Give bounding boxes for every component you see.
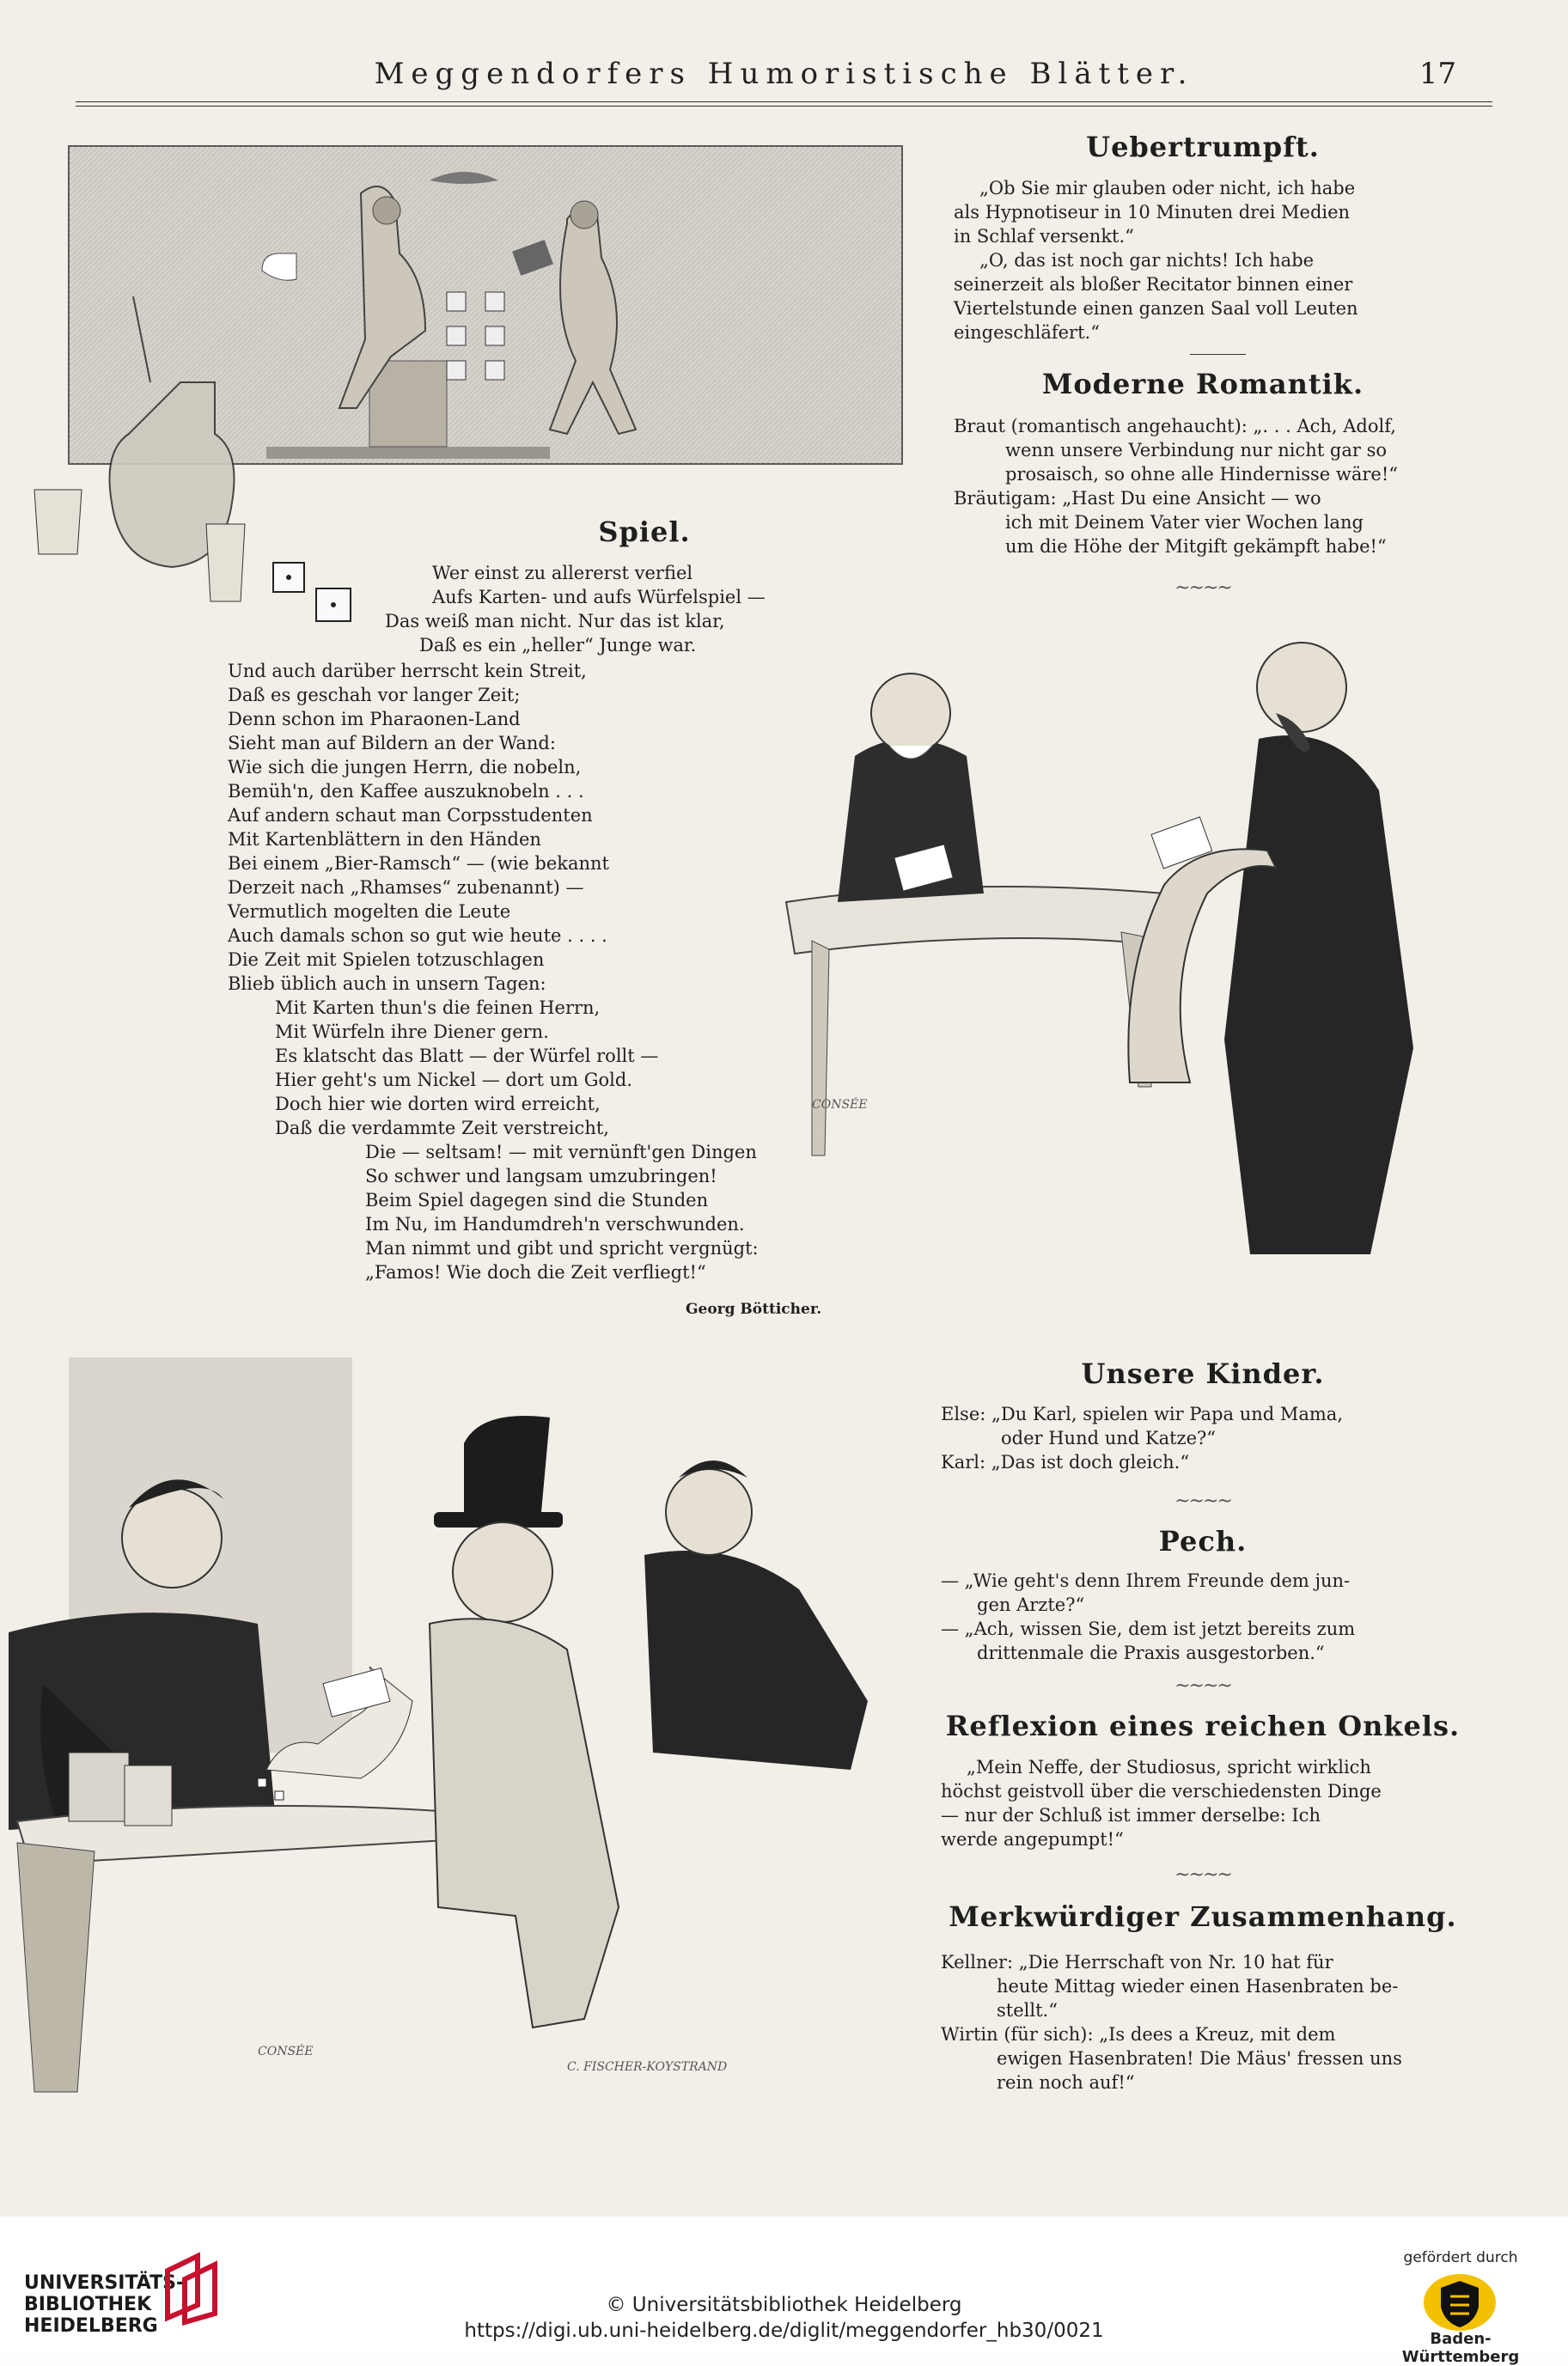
ornamental-divider: ~~~~ <box>1174 1864 1231 1886</box>
article-body <box>941 1402 1343 1474</box>
poem-line: So schwer und langsam umzubringen! <box>365 1166 717 1186</box>
article-line: oder Hund und Katze?“ <box>1001 1428 1217 1448</box>
poem-line: Mit Würfeln ihre Diener gern. <box>275 1021 549 1042</box>
copyright-notice: © Universitätsbibliothek Heidelberg <box>606 2294 962 2316</box>
card-players-illustration <box>760 601 1482 1263</box>
article-line: ich mit Deinem Vater vier Wochen lang <box>1005 512 1364 533</box>
article-line: Braut (romantisch angehaucht): „. . . Ach, Adolf, <box>954 416 1396 436</box>
poem-line: Blieb üblich auch in unsern Tagen: <box>228 973 546 994</box>
poem-line: Das weiß man nicht. Nur das ist klar, <box>385 611 725 631</box>
article-line: als Hypnotiseur in 10 Minuten drei Medien <box>954 202 1351 223</box>
poem-line: Daß es geschah vor langer Zeit; <box>228 685 521 705</box>
poem-line: Sieht man auf Bildern an der Wand: <box>228 733 556 753</box>
article-body <box>941 1950 1402 2095</box>
dice-players-illustration <box>0 1340 911 2113</box>
poem-line: Hier geht's um Nickel — dort um Gold. <box>275 1070 633 1090</box>
poem-line: Bei einem „Bier-Ramsch“ — (wie bekannt <box>228 853 609 874</box>
poem-body <box>228 659 759 1284</box>
poem-line: Beim Spiel dagegen sind die Stunden <box>365 1190 709 1210</box>
poem-line: Die Zeit mit Spielen totzuschlagen <box>228 949 545 970</box>
funded-by-label: gefördert durch <box>1403 2249 1518 2266</box>
article-line: rein noch auf!“ <box>997 2072 1135 2093</box>
article-line: Bräutigam: „Hast Du eine Ansicht — wo <box>954 488 1321 509</box>
article-line: werde angepumpt!“ <box>941 1829 1124 1850</box>
poem-line: Auf andern schaut man Corpsstudenten <box>228 805 593 826</box>
article-line: Wirtin (für sich): „Is dees a Kreuz, mit dem <box>941 2024 1336 2045</box>
article-line: — nur der Schluß ist immer derselbe: Ich <box>941 1805 1321 1826</box>
egyptian-wall-illustration <box>26 142 911 623</box>
library-name-line: BIBLIOTHEK <box>24 2294 152 2315</box>
article-line: um die Höhe der Mitgift gekämpft habe!“ <box>1005 536 1387 557</box>
poem-line: Daß es ein „heller“ Junge war. <box>419 635 697 656</box>
poem-line: Denn schon im Pharaonen-Land <box>228 709 521 729</box>
poem-line: Aufs Karten- und aufs Würfelspiel — <box>432 587 766 607</box>
poem-line: Es klatscht das Blatt — der Würfel rollt — <box>275 1046 659 1066</box>
poem-opening <box>385 561 766 657</box>
ornamental-divider: ~~~~ <box>1174 1491 1231 1512</box>
library-name-line: HEIDELBERG <box>24 2315 158 2337</box>
poem-line: Auch damals schon so gut wie heute . . . . <box>228 925 607 946</box>
article-title: Unsere Kinder. <box>1081 1357 1325 1390</box>
header-rule-thin <box>76 106 1492 107</box>
poem-line: Vermutlich mogelten die Leute <box>228 901 511 922</box>
poem-line: Und auch darüber herrscht kein Streit, <box>228 661 587 681</box>
funder-name: Baden-Württemberg <box>1401 2330 1520 2366</box>
source-url-link[interactable]: https://digi.ub.uni-heidelberg.de/diglit/meggendorfer_hb30/0021 <box>464 2320 1104 2342</box>
article-line: eingeschläfert.“ <box>954 322 1100 343</box>
article-body <box>954 414 1398 558</box>
poem-line: Daß die verdammte Zeit verstreicht, <box>275 1118 609 1138</box>
article-line: Kellner: „Die Herrschaft von Nr. 10 hat für <box>941 1952 1333 1973</box>
library-name-line: UNIVERSITÄTS- <box>24 2272 185 2294</box>
ornamental-divider: ~~~~ <box>1174 1675 1231 1697</box>
poem-line: Mit Kartenblättern in den Händen <box>228 829 541 850</box>
article-line: „Ob Sie mir glauben oder nicht, ich habe <box>979 178 1356 198</box>
poem-line: Doch hier wie dorten wird erreicht, <box>275 1094 601 1114</box>
article-line: drittenmale die Praxis ausgestorben.“ <box>977 1643 1325 1663</box>
article-line: seinerzeit als bloßer Recitator binnen einer <box>954 274 1353 295</box>
article-line: in Schlaf versenkt.“ <box>954 226 1134 247</box>
article-line: — „Ach, wissen Sie, dem ist jetzt bereits zum <box>941 1619 1356 1639</box>
poem-line: Im Nu, im Handumdreh'n verschwunden. <box>365 1214 745 1235</box>
article-title: Uebertrumpft. <box>1086 131 1320 163</box>
article-line: wenn unsere Verbindung nur nicht gar so <box>1005 440 1388 460</box>
article-title: Merkwürdiger Zusammenhang. <box>949 1900 1457 1933</box>
article-line: ewigen Hasenbraten! Die Mäus' fressen uns <box>997 2048 1402 2069</box>
page-number: 17 <box>1419 57 1456 91</box>
state-coat-of-arms-icon <box>1422 2272 1498 2332</box>
article-line: „Mein Neffe, der Studiosus, spricht wirklich <box>967 1757 1371 1778</box>
article-line: — „Wie geht's denn Ihrem Freunde dem jun- <box>941 1570 1351 1591</box>
header-rule <box>76 101 1492 102</box>
poem-line: Derzeit nach „Rhamses“ zubenannt) — <box>228 877 584 898</box>
poem-line: Mit Karten thun's die feinen Herrn, <box>275 997 601 1018</box>
poem-author: Georg Bötticher. <box>686 1301 822 1318</box>
article-line: Else: „Du Karl, spielen wir Papa und Mama, <box>941 1404 1343 1424</box>
poem-title: Spiel. <box>598 515 691 548</box>
article-line: prosaisch, so ohne alle Hindernisse wäre!“ <box>1005 464 1398 485</box>
article-line: Karl: „Das ist doch gleich.“ <box>941 1452 1190 1473</box>
poem-line: Wie sich die jungen Herrn, die nobeln, <box>228 757 582 777</box>
article-title: Pech. <box>1158 1525 1248 1558</box>
article-line: gen Arzte?“ <box>977 1595 1085 1615</box>
signature-dice-1: CONSÉE <box>258 2045 314 2058</box>
running-head <box>95 53 1473 105</box>
signature-card-players: CONSÉE <box>812 1098 868 1112</box>
article-body <box>941 1755 1382 1851</box>
article-body <box>941 1569 1355 1665</box>
article-title: Reflexion eines reichen Onkels. <box>945 1710 1461 1742</box>
short-rule <box>1190 354 1246 355</box>
poem-line: „Famos! Wie doch die Zeit verfliegt!“ <box>365 1262 706 1283</box>
poem-line: Man nimmt und gibt und spricht vergnügt: <box>365 1238 759 1259</box>
signature-dice-2: C. FISCHER-KOYSTRAND <box>567 2060 728 2074</box>
article-line: Viertelstunde einen ganzen Saal voll Leuten <box>954 298 1358 319</box>
article-line: höchst geistvoll über die verschiedensten Dinge <box>941 1781 1382 1802</box>
article-title: Moderne Romantik. <box>1041 368 1364 400</box>
poem-line: Die — seltsam! — mit vernünft'gen Dingen <box>365 1142 757 1162</box>
poem-line: Bemüh'n, den Kaffee auszuknobeln . . . <box>228 781 584 802</box>
journal-title: Meggendorfers Humoristische Blätter. <box>374 57 1194 91</box>
article-line: heute Mittag wieder einen Hasenbraten be- <box>997 1976 1399 1997</box>
article-body <box>954 176 1358 345</box>
poem-line: Wer einst zu allererst verfiel <box>432 563 693 583</box>
ornamental-divider: ~~~~ <box>1174 577 1231 599</box>
article-line: „O, das ist noch gar nichts! Ich habe <box>979 250 1315 271</box>
article-line: stellt.“ <box>997 2000 1058 2021</box>
